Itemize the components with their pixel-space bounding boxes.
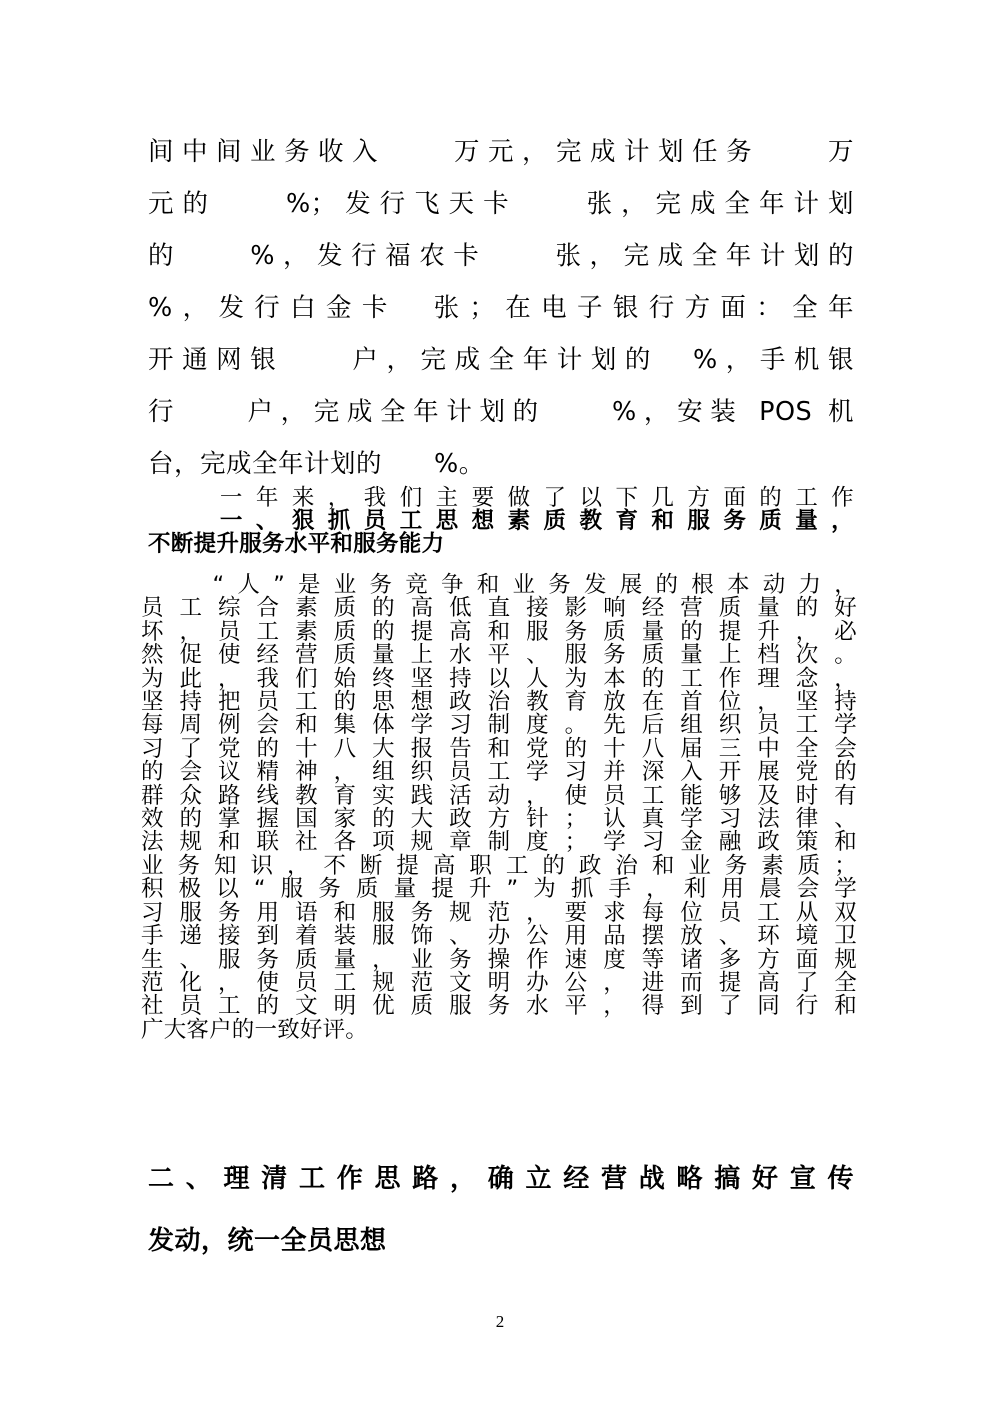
body-line: 业务知识，不断提高职工的政治和业务素质； [141, 852, 857, 879]
body-line: 范化，使员工规范文明办公，进而提高了全 [141, 969, 857, 996]
body-line: 习了党的十八大报告和党的十八届三中全会 [141, 735, 857, 762]
body-line: 坏，员工素质的提高和服务质量的提升，必 [141, 618, 857, 645]
paragraph-line: 开通网银 户，完成全年计划的 %，手机银 [148, 345, 854, 375]
paragraph-line: 元的 %；发行飞天卡 张，完成全年计划 [148, 189, 854, 219]
paragraph-line: %，发行白金卡 张；在电子银行方面：全年 [148, 293, 854, 323]
section-two-heading-line: 二、理清工作思路，确立经营战略搞好宣传 [148, 1164, 854, 1194]
section-one-heading-line: 不断提升服务水平和服务能力 [148, 531, 445, 557]
body-line: 员工综合素质的高低直接影响经营质量的好 [141, 595, 857, 622]
body-line: 法规和联社各项规章制度；学习金融政策和 [141, 829, 857, 856]
section-one-heading-line: 一、狠抓员工思想素质教育和服务质量， [148, 508, 854, 534]
page-number: 2 [495, 1312, 505, 1331]
body-line: “人”是业务竞争和业务发展的根本动力， [141, 572, 857, 598]
body-line: 为此，我们始终坚持以人为本的工作理念， [141, 665, 857, 692]
body-line: 坚持把员工的思想政治教育放在首位，坚持 [141, 689, 857, 716]
opening-statistics-paragraph [148, 126, 854, 490]
paragraph-line: 台，完成全年计划的 %。 [148, 449, 485, 479]
body-line: 群众路线教育实践活动，使员工能够及时有 [141, 782, 857, 809]
body-line: 然促使经营质量上水平、服务质量上档次。 [141, 642, 857, 669]
paragraph-line: 的 %，发行福农卡 张，完成全年计划的 [148, 241, 854, 271]
body-line: 积极以“服务质量提升”为抓手，利用晨会学 [141, 876, 857, 903]
body-line: 每周例会和集体学习制度。先后组织员工学 [141, 712, 857, 739]
body-line: 社员工的文明优质服务水平，得到了同行和 [141, 993, 857, 1020]
body-line: 生、服务质量，业务操作速度等诸多方面规 [141, 946, 857, 973]
body-line: 的会议精神，组织员工学习并深入开展党的 [141, 759, 857, 786]
body-line: 手递接到着装服饰、办公用品摆放、环境卫 [141, 923, 857, 950]
section-one-heading-group [148, 487, 854, 556]
body-line: 广大客户的一致好评。 [141, 1016, 369, 1043]
body-line: 习服务用语和服务规范，要求每位员工从双 [141, 899, 857, 926]
lead-in-line: 一年来，我们主要做了以下几方面的工作 [148, 485, 854, 511]
paragraph-line: 间中间业务收入 万元，完成计划任务 万 [148, 137, 854, 167]
paragraph-line: 行 户，完成全年计划的 %，安装 POS 机 [148, 397, 854, 427]
body-line: 效的掌握国家的大政方针；认真学习法律、 [141, 806, 857, 833]
section-two-heading [148, 1148, 854, 1272]
section-one-body-paragraph [141, 574, 857, 1042]
section-two-heading-line: 发动，统一全员思想 [148, 1226, 387, 1256]
